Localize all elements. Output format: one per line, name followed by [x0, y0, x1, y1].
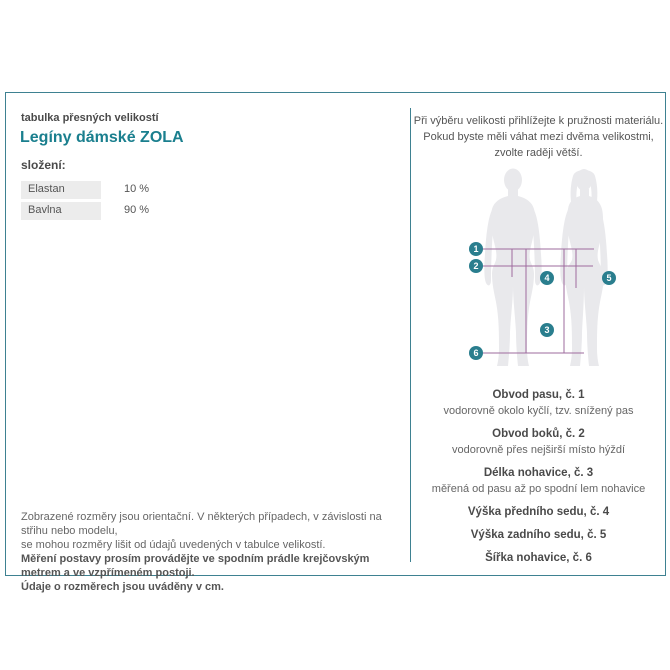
disclaimer: [21, 510, 406, 594]
disclaimer-line: Měření postavy prosím provádějte ve spodním prádle krejčovským metrem a ve vzpřímeném postoji.: [21, 553, 370, 579]
measurement-title: Šířka nohavice, č. 6: [485, 552, 592, 564]
measurement-desc: měřená od pasu až po spodní lem nohavice: [431, 483, 646, 495]
composition-label: složení:: [21, 158, 66, 172]
material-name: Elastan: [21, 181, 101, 199]
fit-advice-line: Při výběru velikosti přihlížejte k pružnosti materiálu.: [413, 115, 664, 127]
measurement-title: Obvod boků, č. 2: [492, 428, 585, 440]
fit-advice-line: zvolte raději větší.: [494, 147, 583, 159]
figure-side-silhouette: [560, 169, 607, 366]
chart-eyebrow: tabulka přesných velikostí: [21, 112, 159, 124]
disclaimer-line: Údaje o rozměrech jsou uváděny v cm.: [21, 581, 224, 593]
measurement-title: Délka nohavice, č. 3: [483, 467, 594, 479]
left-panel: [6, 93, 410, 593]
measurement-title: Výška předního sedu, č. 4: [467, 506, 610, 518]
composition-table: [21, 181, 261, 223]
composition-row: [21, 181, 261, 199]
size-chart-panel: [5, 92, 666, 593]
fit-advice-line: Pokud byste měli váhat mezi dvěma velikostmi,: [423, 131, 654, 143]
product-title: Legíny dámské ZOLA: [20, 129, 184, 146]
marker-6-label: 6: [472, 348, 479, 359]
body-measurement-diagram: [453, 166, 625, 378]
marker-4-label: 4: [543, 273, 550, 284]
figure-front-silhouette: [484, 169, 541, 367]
marker-2-label: 2: [472, 261, 479, 272]
disclaimer-line: Zobrazené rozměry jsou orientační. V některých případech, v závislosti na střihu nebo modelu,: [21, 511, 382, 537]
material-name: Bavlna: [21, 202, 101, 220]
material-value: 90 %: [124, 204, 150, 216]
marker-3-label: 3: [543, 325, 550, 336]
composition-row: [21, 202, 261, 220]
measurements-list: [411, 388, 666, 565]
right-panel: [411, 93, 666, 575]
fit-advice: [411, 93, 666, 161]
measurement-title: Obvod pasu, č. 1: [492, 389, 585, 401]
disclaimer-line: se mohou rozměry lišit od údajů uvedených v tabulce velikostí.: [21, 539, 326, 551]
marker-5-label: 5: [605, 273, 612, 284]
marker-1-label: 1: [472, 244, 479, 255]
measurement-desc: vodorovně přes nejširší místo hýždí: [451, 444, 626, 456]
material-value: 10 %: [124, 183, 150, 195]
measurement-desc: vodorovně okolo kyčlí, tzv. snížený pas: [443, 405, 634, 417]
measurement-title: Výška zadního sedu, č. 5: [470, 529, 607, 541]
